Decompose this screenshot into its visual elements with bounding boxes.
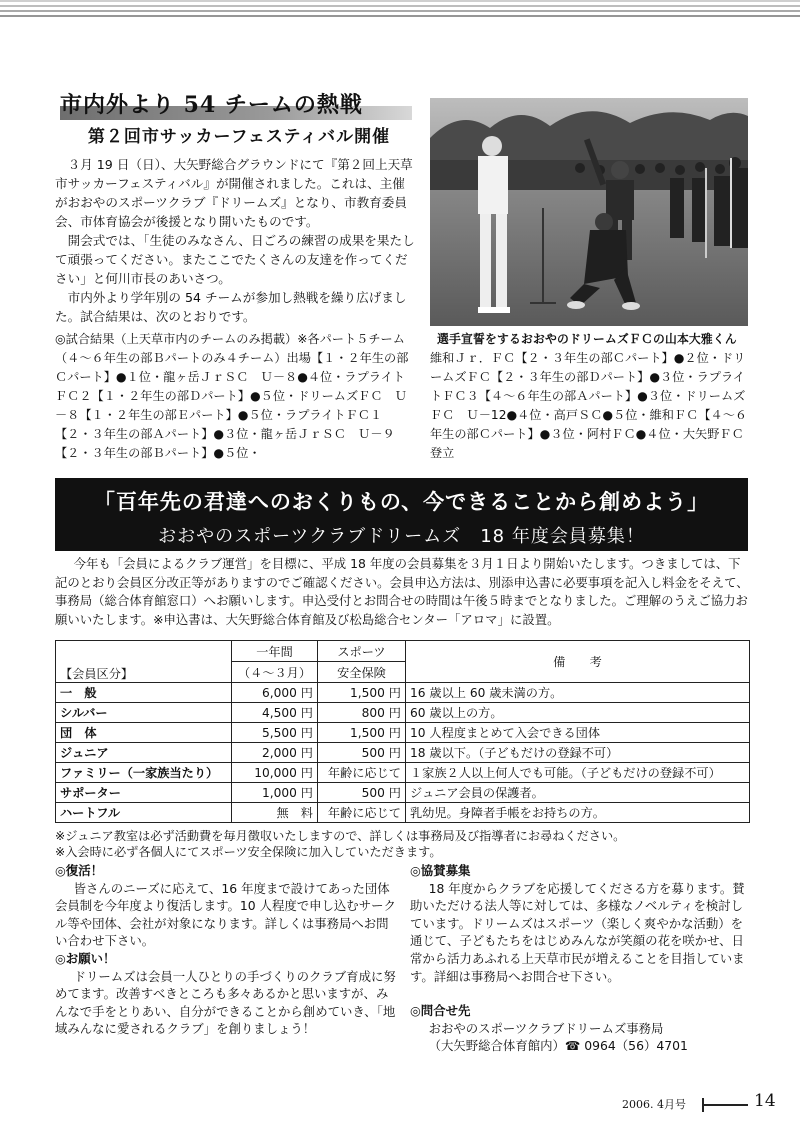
row-annual: 2,000 円 [232, 743, 318, 763]
contact-title: ◎問合せ先 [410, 1003, 471, 1019]
table-notes [55, 828, 755, 860]
row-remarks: １家族２人以上何人でも可能。（子どもだけの登録不可） [406, 763, 750, 783]
page-footer [0, 1090, 800, 1120]
article-paragraph: ３月 19 日（日）、大矢野総合グラウンドにて『第２回上天草市サッカーフェスティバル』が開催されました。これは、主催がおおやのスポーツクラブ『ドリームズ』となり、市教育委員会、市体育協会が後援となり開いたものです。 [55, 157, 413, 229]
row-category: ジュニア [56, 743, 232, 763]
header-insurance-sub: 安全保険 [318, 662, 406, 683]
header-annual-period: （４～３月） [232, 662, 318, 683]
banner-title: おおやのスポーツクラブドリームズ 18 年度会員募集！ [158, 526, 645, 547]
article-subheadline: 第２回市サッカーフェスティバル開催 [87, 127, 391, 147]
header-insurance: スポーツ [318, 641, 406, 662]
row-remarks: 60 歳以上の方。 [406, 703, 750, 723]
row-insurance: 年齢に応じて [318, 763, 406, 783]
row-category: サポーター [56, 783, 232, 803]
contact-office: おおやのスポーツクラブドリームズ事務局 [428, 1020, 664, 1036]
row-insurance: 年齢に応じて [318, 803, 406, 823]
row-insurance: 1,500 円 [318, 723, 406, 743]
row-insurance: 500 円 [318, 783, 406, 803]
row-remarks: 10 人程度まとめて入会できる団体 [406, 723, 750, 743]
request-body: ドリームズは会員一人ひとりの手づくりのクラブ育成に努めてます。改善すべきところも多々あるかと思いますが、みんなで手をとりあい、自分ができることから創めていき、「地域みんなに愛されるクラブ」を創りましょう！ [55, 968, 396, 1037]
row-category: シルバー [56, 703, 232, 723]
banner-slogan: 「百年先の君達へのおくりもの、今できることから創めよう」 [93, 490, 710, 514]
sponsor-title: ◎協賛募集 [410, 863, 471, 878]
revival-title: ◎復活！ [55, 863, 103, 878]
row-category: 一 般 [56, 683, 232, 703]
right-column [410, 862, 752, 1055]
row-annual: 6,000 円 [232, 683, 318, 703]
table-row [56, 803, 750, 823]
page-number: 14 [754, 1091, 776, 1111]
row-remarks: ジュニア会員の保護者。 [406, 783, 750, 803]
issue-label: 2006. 4月号 [622, 1098, 686, 1111]
article-paragraph: 市内外より学年別の 54 チームが参加し熱戦を繰り広げました。試合結果は、次のとおりです。 [55, 290, 407, 324]
note-insurance: ※入会時に必ず各個人にてスポーツ安全保険に加入していただきます。 [55, 845, 442, 859]
row-annual: 10,000 円 [232, 763, 318, 783]
membership-banner [55, 478, 748, 551]
left-column [55, 862, 400, 1038]
contact-phone: （大矢野総合体育館内）☎ 0964（56）4701 [428, 1038, 688, 1054]
revival-body: 皆さんのニーズに応えて、16 年度まで設けてあった団体会員制を今年度より復活します。10 人程度で申し込むサークル等や団体、会社が対象になります。詳しくは事務局へお問い合わせ下さい。 [55, 880, 396, 949]
row-annual: 無 料 [232, 803, 318, 823]
table-row [56, 703, 750, 723]
table-row [56, 783, 750, 803]
note-junior-fee: ※ジュニア教室は必ず活動費を毎月徴収いたしますので、詳しくは事務局及び指導者にお尋ねください。 [55, 829, 626, 843]
membership-fee-table [55, 640, 750, 823]
row-category: ファミリー（一家族当たり） [56, 763, 232, 783]
row-annual: 5,500 円 [232, 723, 318, 743]
header-annual: 一年間 [232, 641, 318, 662]
row-insurance: 1,500 円 [318, 683, 406, 703]
sponsor-body: 18 年度からクラブを応援してくださる方を募ります。賛助いただける法人等に対しては、多様なノベルティを検討しています。ドリームズはスポーツ（楽しく爽やかな活動）を通じて、子どもたちをはじめみんなが笑顔の花を咲かせ、日常から活力あふれる上天草市民が増えることを目指しています。詳細は事務局へお問合せ下さい。 [410, 880, 745, 984]
match-results-right: 維和Ｊｒ．ＦＣ【２・３年生の部Ｃパート】●２位・ドリームズＦＣ【２・３年生の部Ｄパート】●３位・ラプライトＦＣ３【４～６年生の部Ａパート】●３位・ドリームズＦＣ Ｕ－12●４位・高戸ＳＣ●５位・維和ＦＣ【４～６年生の部Ｃパート】●３位・阿村ＦＣ●４位・大矢野ＦＣ登立 [430, 351, 748, 460]
soccer-opening-ceremony-photo [430, 98, 748, 326]
request-title: ◎お願い！ [55, 950, 116, 966]
header-stripes [0, 0, 800, 40]
membership-intro [55, 555, 750, 629]
row-remarks: 18 歳以下。（子どもだけの登録不可） [406, 743, 750, 763]
row-category: ハートフル [56, 803, 232, 823]
table-row [56, 763, 750, 783]
row-remarks: 乳幼児。身障者手帳をお持ちの方。 [406, 803, 750, 823]
row-annual: 4,500 円 [232, 703, 318, 723]
article-body [55, 155, 417, 326]
table-row [56, 743, 750, 763]
article-paragraph: 開会式では、「生徒のみなさん、日ごろの練習の成果を果たして頑張ってください。またここでたくさんの友達を作ってください」と何川市長のあいさつ。 [55, 233, 415, 286]
table-header-row [56, 641, 750, 662]
header-category: 【会員区分】 [56, 641, 232, 683]
footer-rule [704, 1104, 748, 1106]
article-headline: 市内外より 54 チームの熱戦 [60, 90, 412, 120]
row-insurance: 800 円 [318, 703, 406, 723]
match-results-left: ◎試合結果（上天草市内のチームのみ掲載）※各パート５チーム（４～６年生の部Ｂパートのみ４チーム）出場【１・２年生の部Ｃパート】●１位・龍ヶ岳ＪｒＳＣ Ｕ－８●４位・ラプライトＦＣ２【１・２年生の部Ｄパート】●５位・ドリームズＦＣ Ｕ－８【１・２年生の部Ｅパート】●５位・ラプライトＦＣ１【２・３年生の部Ａパート】●３位・龍ヶ岳ＪｒＳＣ Ｕ－９【２・３年生の部Ｂパート】●５位・ [55, 332, 409, 460]
row-annual: 1,000 円 [232, 783, 318, 803]
header-remarks: 備 考 [406, 641, 750, 683]
row-category: 団 体 [56, 723, 232, 743]
table-row [56, 683, 750, 703]
table-row [56, 723, 750, 743]
intro-paragraph: 今年も「会員によるクラブ運営」を目標に、平成 18 年度の会員募集を３月１日より開始いたします。つきましては、下記のとおり会員区分改正等がありますのでご確認ください。会員申込方法は、別添申込書に必要事項を記入し料金をそえて、事務局（総合体育館窓口）へお願いします。申込受付とお問合せの時間は午後５時までとなりました。ご理解のうえご協力お願いいたします。※申込書は、大矢野総合体育館及び松島総合センター「アロマ」に設置。 [55, 556, 749, 627]
row-insurance: 500 円 [318, 743, 406, 763]
photo-caption: 選手宣誓をするおおやのドリームズＦＣの山本大雅くん [437, 332, 737, 346]
row-remarks: 16 歳以上 60 歳未満の方。 [406, 683, 750, 703]
